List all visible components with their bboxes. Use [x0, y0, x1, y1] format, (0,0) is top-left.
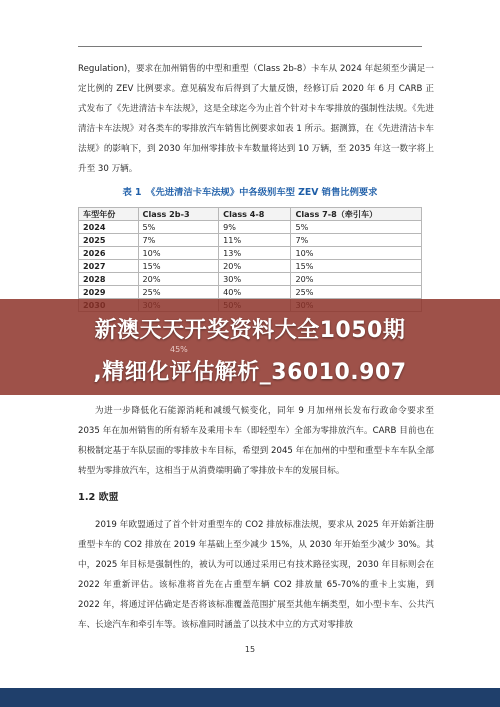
intro-paragraph: Regulation)，要求在加州销售的中型和重型（Class 2b-8）卡车从 2024 年起须至少满足一定比例的 ZEV 比例要求。意见稿发布后得到了大量反馈，经修订后 2020 年 6 月 CARB 正式发布了《先进清洁卡车法规》，这是全球迄今为止首个针对卡车零排放的强制性法规。《先进清洁卡车法规》对各类车的零排放汽车销售比例要求如表 1 所示。据测算，在《先进清洁卡车法规》的影响下，到 2030 年加州零排放卡车数量将达到 10 万辆，至 2035 年这一数字将上升至 30 万辆。: [78, 64, 434, 174]
paragraph-california: 为进一步降低化石能源消耗和减缓气候变化，同年 9 月加州州长发布行政命令要求至 2035 年在加州销售的所有轿车及乘用卡车（即轻型车）全部为零排放汽车。CARB 目前也在积极制定基于车队层面的零排放卡车目标，希望到 2045 年在加州的中型和重型卡车车队全部转型为零排放汽车，这相当于从消费端明确了零排放卡车的发展目标。: [78, 406, 434, 476]
header-class-4-8: Class 4-8: [219, 208, 291, 221]
table-cell: 2028: [79, 273, 139, 286]
table-cell: 5%: [291, 221, 422, 234]
zev-sales-table: [78, 207, 422, 312]
table-fragment-behind-banner: 45%: [170, 345, 188, 354]
table-row: [79, 260, 422, 273]
table-row: [79, 234, 422, 247]
table-row: [79, 286, 422, 299]
table-cell: 10%: [291, 247, 422, 260]
table-cell: 15%: [291, 260, 422, 273]
header-class-7-8-tractor: Class 7-8（牵引车）: [291, 208, 422, 221]
table-row: [79, 221, 422, 234]
table-cell: 25%: [138, 286, 219, 299]
table-cell: 20%: [138, 273, 219, 286]
table-cell: 2024: [79, 221, 139, 234]
table-cell: 2027: [79, 260, 139, 273]
paragraph-eu: 2019 年欧盟通过了首个针对重型车的 CO2 排放标准法规，要求从 2025 年开始新注册重型卡车的 CO2 排放在 2019 年基础上至少减少 15%，从 2030 年开始至少减少 30%。其中，2025 年目标是强制性的，被认为可以通过采用已有技术路径实现，2030 年目标则会在 2022 年重新评估。该标准将首先在占重型车辆 CO2 排放量 65-70%的重卡上实施，到 2022 年，将通过评估确定是否将该标准覆盖范围扩展至其他车辆类型，如小型卡车、公共汽车、长途汽车和牵引车等。该标准同时涵盖了以技术中立的方式对零排放: [78, 520, 434, 630]
banner-subheadline: ,精细化评估解析_36010.907: [93, 360, 407, 385]
header-model-year: 车型年份: [79, 208, 139, 221]
table-cell: 7%: [138, 234, 219, 247]
banner-headline: 新澳天天开奖资料大全1050期: [94, 318, 406, 343]
table-row: [79, 247, 422, 260]
table-caption: 表 1 《先进清洁卡车法规》中各级别车型 ZEV 销售比例要求: [122, 187, 378, 198]
table-cell: 20%: [291, 273, 422, 286]
bottom-bar: [0, 688, 500, 707]
table-cell: 10%: [138, 247, 219, 260]
section-heading-eu: 1.2 欧盟: [78, 492, 119, 503]
table-cell: 13%: [219, 247, 291, 260]
table-row: [79, 273, 422, 286]
page-number: 15: [244, 645, 256, 654]
table-cell: 2029: [79, 286, 139, 299]
table-cell: 9%: [219, 221, 291, 234]
table-cell: 2026: [79, 247, 139, 260]
table-cell: 5%: [138, 221, 219, 234]
table-cell: 25%: [291, 286, 422, 299]
table-header-row: [79, 208, 422, 221]
table-cell: 15%: [138, 260, 219, 273]
header-class-2b-3: Class 2b-3: [138, 208, 219, 221]
table-cell: 7%: [291, 234, 422, 247]
table-cell: 40%: [219, 286, 291, 299]
table-cell: 30%: [219, 273, 291, 286]
table-cell: 20%: [219, 260, 291, 273]
table-cell: 11%: [219, 234, 291, 247]
header-rule: [78, 46, 422, 47]
table-cell: 2025: [79, 234, 139, 247]
